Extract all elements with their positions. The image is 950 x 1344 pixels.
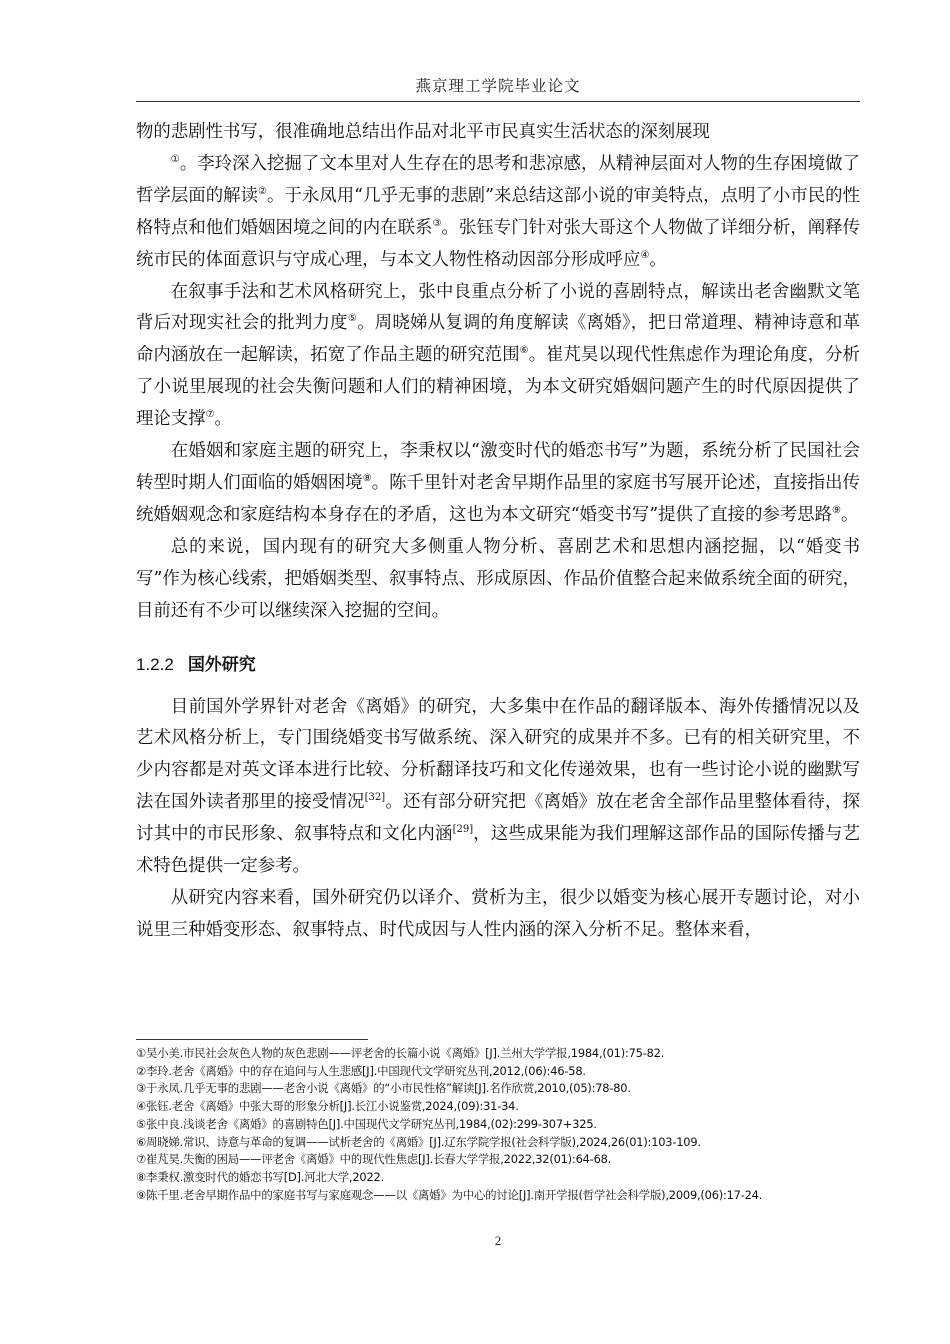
text-run: 。 [214, 409, 232, 430]
paragraph-text: 物的悲剧性书写，很准确地总结出作品对北平市民真实生活状态的深刻展现 [136, 122, 710, 142]
running-header: 燕京理工学院毕业论文 [415, 77, 581, 95]
footnote-item: ⑧李秉权.激变时代的婚恋书写[D].河北大学,2022. [136, 1169, 384, 1184]
text-run: 。 [649, 249, 667, 270]
main-body [136, 117, 860, 947]
footnote-item: ①吴小美.市民社会灰色人物的灰色悲剧——评老舍的长篇小说《离婚》[J].兰州大学学报,1984,(01):75-82. [136, 1046, 665, 1060]
paragraph-marriage-family [136, 436, 860, 532]
paragraph-domestic-characters [136, 149, 860, 277]
section-heading [136, 650, 860, 680]
text-run: 在婚姻和家庭主题的研究上，李秉权以“激变时代的婚恋书写”为题，系统分析了民国社会转型时期人们面临的婚姻困境 [136, 441, 860, 493]
citation-mark: [32] [364, 792, 386, 804]
footnote-mark: ⑥ [519, 345, 529, 357]
footnote-item: ④张钰.老舍《离婚》中张大哥的形象分析[J].长江小说鉴赏,2024,(09):31-34. [136, 1099, 519, 1114]
paragraph-narrative-style [136, 277, 860, 437]
paragraph-domestic-summary: 总的来说，国内现有的研究大多侧重人物分析、喜剧艺术和思想内涵挖掘，以“婚变书写”作为核心线索，把婚姻类型、叙事特点、形成原因、作品价值整合起来做系统全面的研究，目前还有不少可以继续深入挖掘的空间。 [136, 536, 860, 621]
paragraph-foreign-research [136, 692, 860, 883]
footnote-item: ⑥周晓娣.常识、诗意与革命的复调——试析老舍的《离婚》[J].辽东学院学报(社会科学版),2024,26(01):103-109. [136, 1134, 701, 1149]
section-number: 1.2.2 [136, 654, 174, 674]
text-run: 。崔芃昊以现代性焦虑作为理论角度，分析了小说里展现的社会失衡问题和人们的精神困境，为本文研究婚姻问题产生的时代原因提供了理论支撑 [136, 345, 860, 430]
footnote-item: ⑦崔芃昊.失衡的困局——评老舍《离婚》中的现代性焦虑[J].长春大学学报,2022,32(01):64-68. [136, 1152, 612, 1167]
text-run: 。李玲深入挖掘了文本里对人生存在的思考和悲凉感，从精神层面对人物的生存困境做了哲学层面的解读 [136, 153, 861, 206]
footnote-mark: ① [170, 154, 180, 166]
footnote-item: ②李玲.老舍《离婚》中的存在追问与人生悲感[J].中国现代文学研究丛刊,2012,(06):46-58. [136, 1063, 586, 1078]
text-run: ，这些成果能为我们理解这部作品的国际传播与艺术特色提供一定参考。 [136, 824, 860, 877]
footnote-rule [136, 1039, 368, 1040]
footnote-mark: ③ [432, 217, 442, 229]
text-run: 。周晓娣从复调的角度解读《离婚》，把日常道理、精神诗意和革命内涵放在一起解读，拓宽了作品主题的研究范围 [136, 313, 860, 366]
footnote-item: ⑨陈千里.老舍早期作品中的家庭书写与家庭观念——以《离婚》为中心的讨论[J].南开学报(哲学社会科学版),2009,(06):17-24. [136, 1187, 763, 1202]
footnote-mark: ⑨ [832, 505, 841, 517]
header-rule [136, 101, 860, 102]
text-run: 目前国外学界针对老舍《离婚》的研究，大多集中在作品的翻译版本、海外传播情况以及艺术风格分析上，专门围绕婚变书写做系统、深入研究的成果并不多。已有的相关研究里，不少内容都是对英文译本进行比较、分析翻译技巧和文化传递效果，也有一些讨论小说的幽默写法在国外读者那里的接受情况 [136, 696, 860, 813]
paragraph-continued [136, 117, 860, 149]
footnote-item: ③于永凤.几乎无事的悲剧——老舍小说《离婚》的“小市民性格”解读[J].名作欣赏,2010,(05):78-80. [136, 1081, 631, 1096]
citation-mark: [29] [452, 824, 474, 836]
footnote-item: ⑤张中良.浅谈老舍《离婚》的喜剧特色[J].中国现代文学研究丛刊,1984,(02):299-307+325. [136, 1116, 597, 1131]
footnote-mark: ② [258, 186, 268, 198]
footnote-mark: ⑤ [347, 313, 358, 325]
footnote-mark: ⑧ [362, 473, 372, 485]
text-run: 。张钰专门针对张大哥这个人物做了详细分析，阐释传统市民的体面意识与守成心理，与本文人物性格动因部分形成呼应 [136, 217, 860, 270]
footnote-mark: ⑦ [205, 409, 215, 421]
footnote-mark: ④ [640, 249, 650, 261]
text-run: 在叙事手法和艺术风格研究上，张中良重点分析了小说的喜剧特点，解读出老舍幽默文笔背后对现实社会的批判力度 [136, 281, 860, 334]
text-run: 。 [841, 504, 859, 525]
footnotes [136, 1045, 860, 1204]
text-run: 。陈千里针对老舍早期作品里的家庭书写展开论述，直接指出传统婚姻观念和家庭结构本身存在的矛盾，这也为本文研究“婚变书写”提供了直接的参考思路 [136, 472, 860, 525]
text-run: 。还有部分研究把《离婚》放在老舍全部作品里整体看待，探讨其中的市民形象、叙事特点和文化内涵 [136, 792, 860, 845]
paragraph-foreign-summary: 从研究内容来看，国外研究仍以译介、赏析为主，很少以婚变为核心展开专题讨论，对小说里三种婚变形态、叙事特点、时代成因与人性内涵的深入分析不足。整体来看， [136, 887, 860, 940]
section-title: 国外研究 [187, 654, 256, 675]
page-number: 2 [494, 1233, 502, 1248]
text-run: 。于永凤用“几乎无事的悲剧”来总结这部小说的审美特点，点明了小市民的性格特点和他们婚姻困境之间的内在联系 [136, 185, 860, 238]
